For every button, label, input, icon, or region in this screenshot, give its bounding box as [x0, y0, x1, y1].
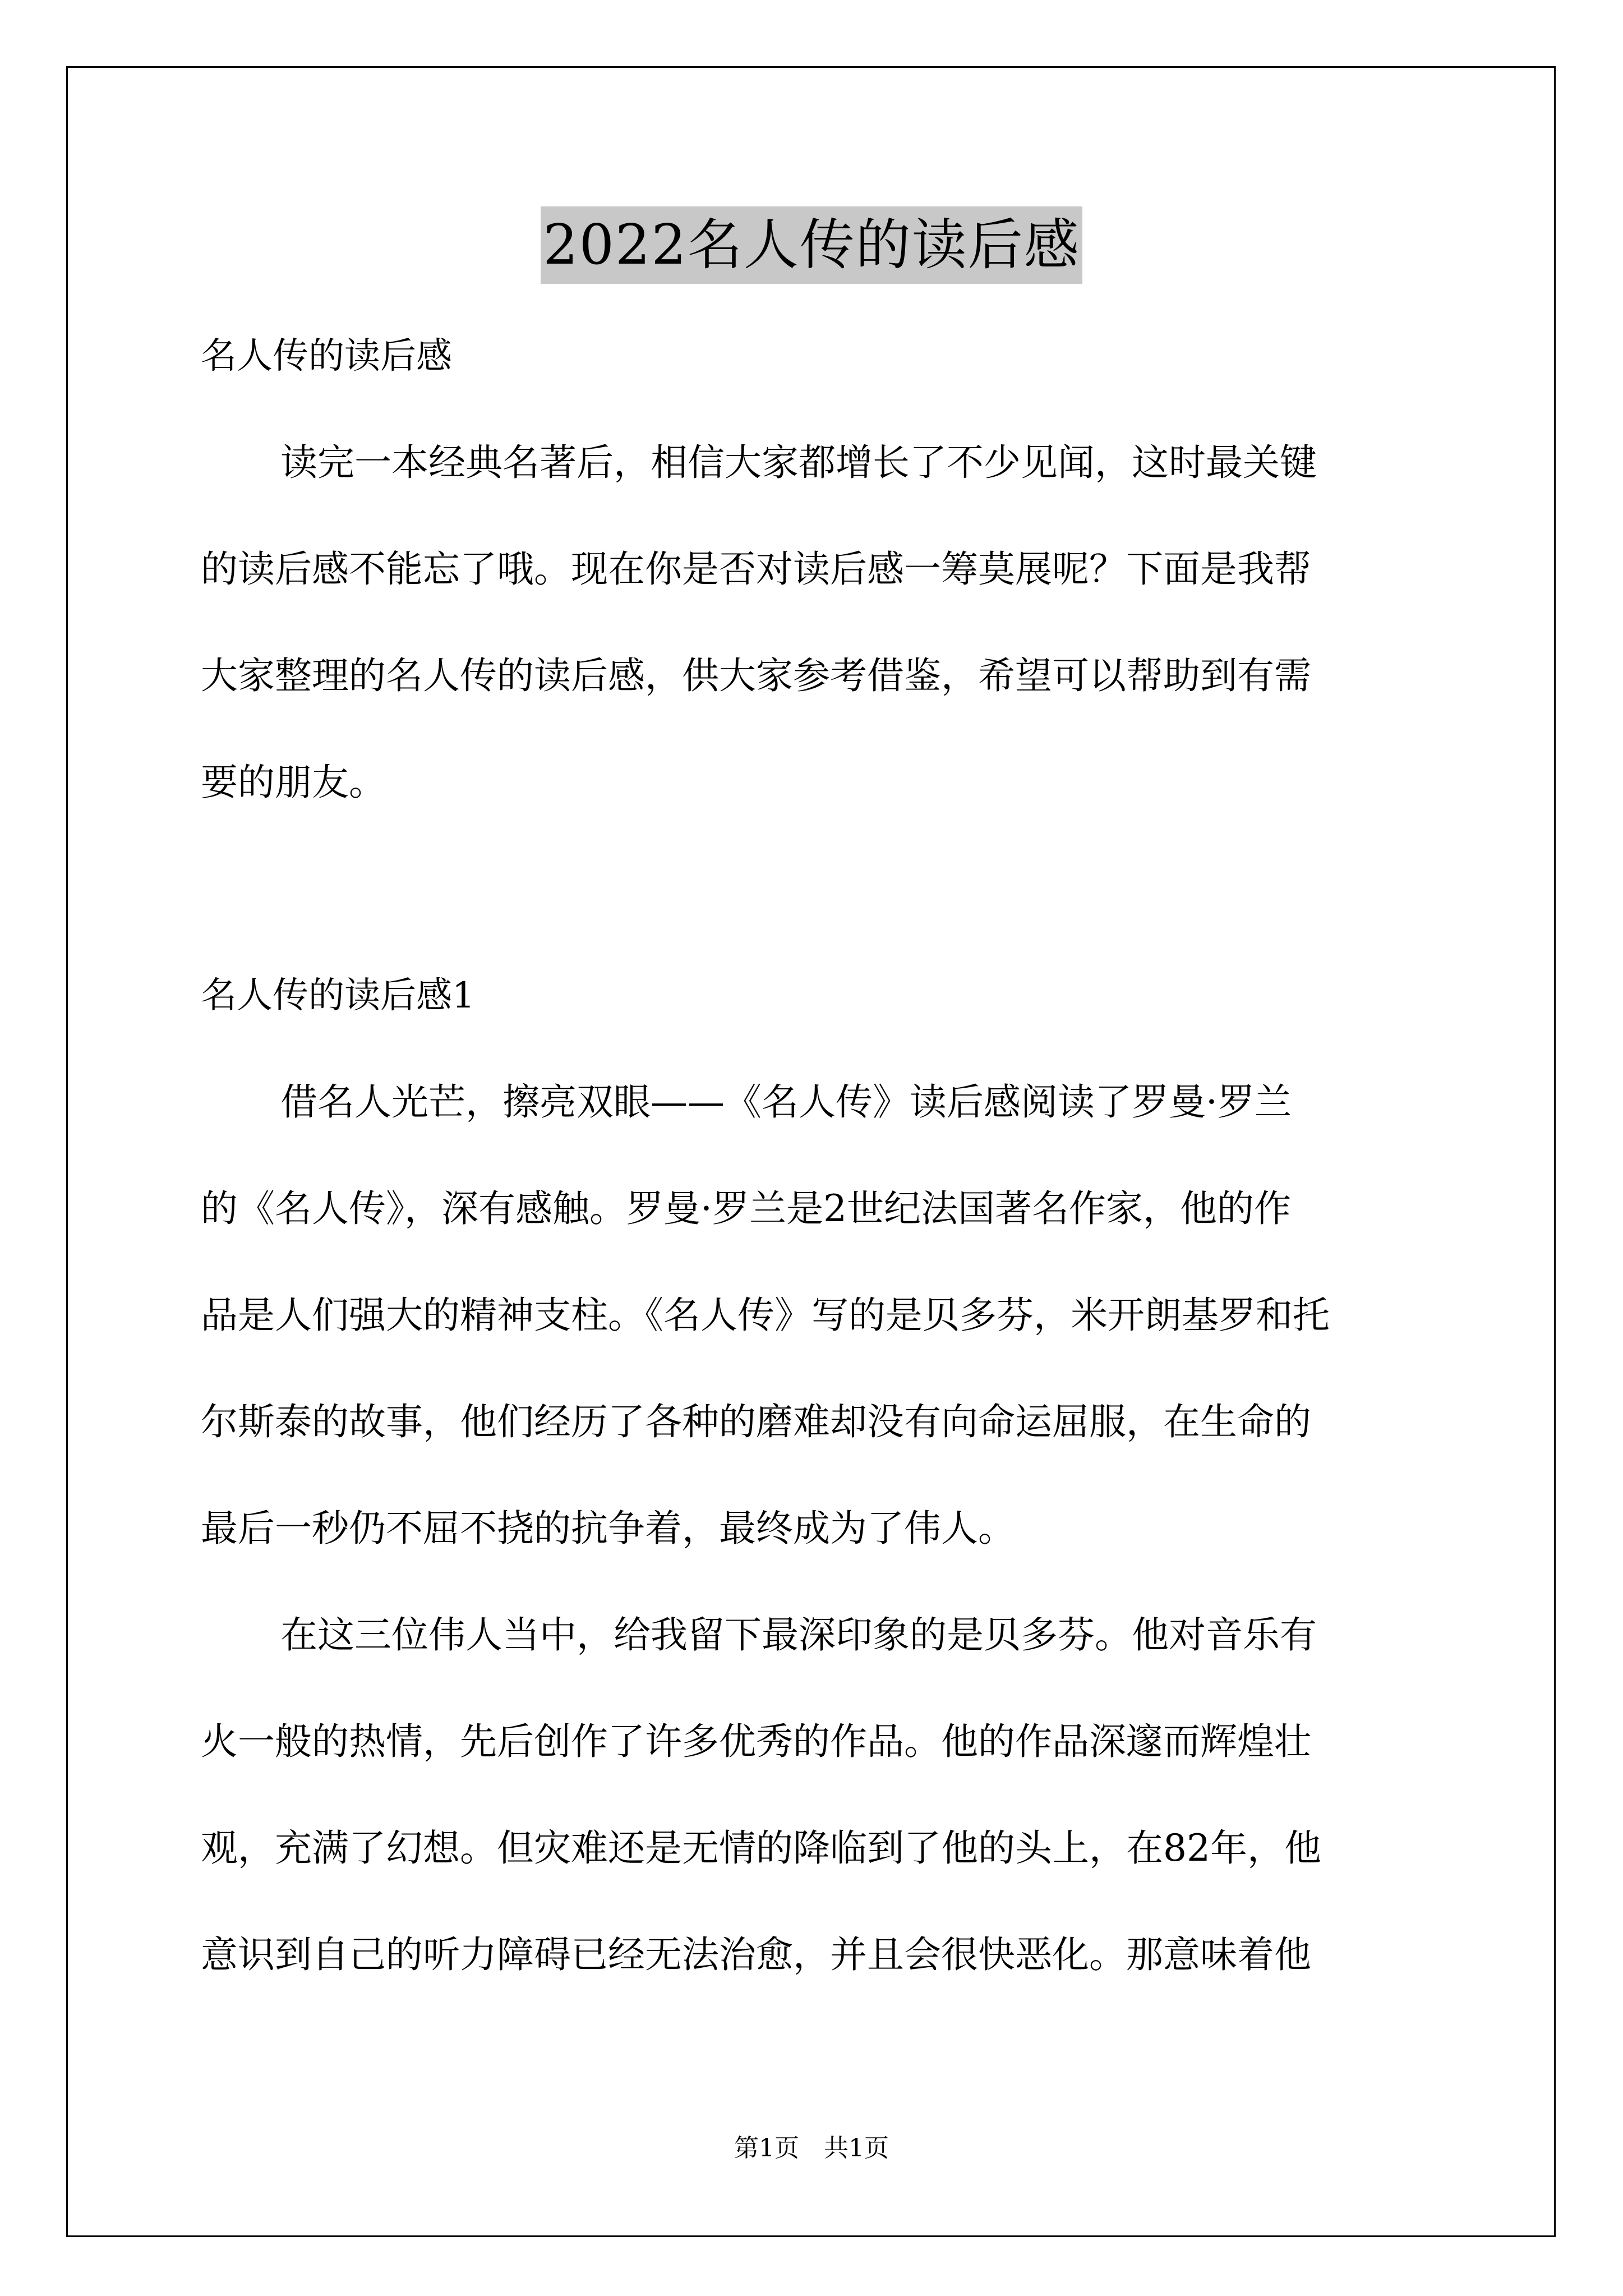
intro-paragraph [201, 409, 1429, 836]
paragraph-line: 在这三位伟人当中，给我留下最深印象的是贝多芬。他对音乐有 [280, 1613, 1317, 1657]
paragraph-line: 观，充满了幻想。但灾难还是无情的降临到了他的头上，在82年，他 [201, 1826, 1321, 1870]
paragraph-line: 借名人光芒，擦亮双眼——《名人传》读后感阅读了罗曼·罗兰 [280, 1080, 1292, 1124]
section1-paragraph-1 [201, 1049, 1429, 1582]
paragraph-line: 火一般的热情，先后创作了许多优秀的作品。他的作品深邃而辉煌壮 [201, 1720, 1311, 1763]
intro-heading: 名人传的读后感 [201, 335, 452, 377]
intro-line: 大家整理的名人传的读后感，供大家参考借鉴，希望可以帮助到有需 [201, 654, 1311, 697]
document-body [201, 303, 1429, 2008]
title-wrap [0, 206, 1623, 284]
intro-line: 读完一本经典名著后，相信大家都增长了不少见闻，这时最关键 [280, 441, 1317, 484]
paragraph-line: 品是人们强大的精神支柱。《名人传》写的是贝多芬，米开朗基罗和托 [201, 1294, 1330, 1337]
section-gap [201, 836, 1429, 942]
section-heading-1: 名人传的读后感1 [201, 975, 475, 1016]
paragraph-line: 的《名人传》，深有感触。罗曼·罗兰是2世纪法国著名作家，他的作 [201, 1187, 1291, 1230]
page-footer: 第1页 共1页 [734, 2134, 889, 2162]
section1-paragraph-2 [201, 1582, 1429, 2008]
document-title: 2022名人传的读后感 [541, 206, 1082, 284]
paragraph-line: 最后一秒仍不屈不挠的抗争着，最终成为了伟人。 [201, 1507, 1015, 1550]
paragraph-line: 尔斯泰的故事，他们经历了各种的磨难却没有向命运屈服，在生命的 [201, 1400, 1311, 1443]
intro-line: 要的朋友。 [201, 761, 386, 804]
intro-line: 的读后感不能忘了哦。现在你是否对读后感一筹莫展呢？下面是我帮 [201, 547, 1311, 591]
paragraph-line: 意识到自己的听力障碍已经无法治愈，并且会很快恶化。那意味着他 [201, 1933, 1311, 1976]
